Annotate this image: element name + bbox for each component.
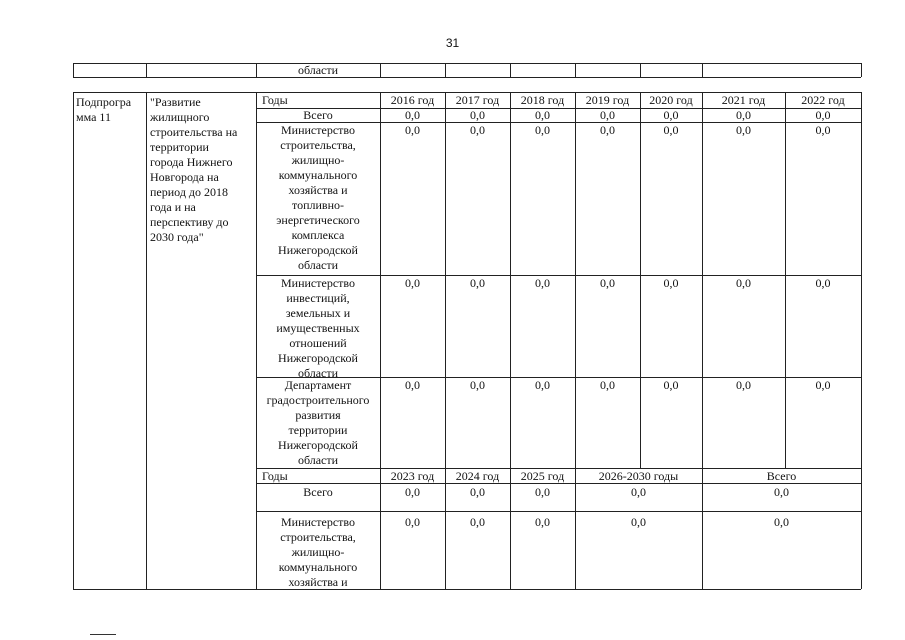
table-border-left <box>73 92 74 589</box>
department-name: хозяйства и <box>288 183 348 197</box>
column-line <box>146 92 147 589</box>
program-title: период до 2018 <box>150 185 229 199</box>
value-cell: 0,0 <box>405 123 420 137</box>
column-line <box>380 63 381 77</box>
value-cell: 0,0 <box>736 378 751 392</box>
value-cell: 0,0 <box>663 378 679 392</box>
department-name: области <box>297 366 339 380</box>
department-name: отношений <box>289 336 347 350</box>
value-cell: 0,0 <box>535 378 550 392</box>
value-cell: 0,0 <box>631 515 646 529</box>
year-header: 2019 год <box>585 93 630 107</box>
department-name: коммунального <box>278 168 358 182</box>
value-cell: 0,0 <box>815 378 831 392</box>
department-name: Министерство <box>281 515 355 529</box>
value-cell: 0,0 <box>470 485 485 499</box>
department-name: инвестиций, <box>286 291 350 305</box>
value-cell: 0,0 <box>600 276 615 290</box>
year-header: 2017 год <box>455 93 500 107</box>
total-label: Всего <box>303 485 333 499</box>
value-cell: 0,0 <box>535 123 550 137</box>
column-line <box>702 63 703 77</box>
value-cell: 0,0 <box>631 485 646 499</box>
department-name: территории <box>288 423 348 437</box>
value-cell: 0,0 <box>600 108 615 122</box>
department-name: строительства, <box>280 530 356 544</box>
top-row-border <box>73 77 861 78</box>
table-border-right <box>861 92 862 589</box>
value-cell: 0,0 <box>600 378 615 392</box>
program-title: года и на <box>150 200 196 214</box>
row-line <box>256 511 861 512</box>
year-header: 2020 год <box>649 93 693 107</box>
program-label: мма 11 <box>76 110 111 124</box>
page-number: 31 <box>445 36 460 50</box>
value-cell: 0,0 <box>535 515 550 529</box>
department-name: топливно- <box>291 198 344 212</box>
year-header: 2025 год <box>520 469 565 483</box>
value-cell: 0,0 <box>736 108 751 122</box>
value-cell: 0,0 <box>815 108 831 122</box>
value-cell: 0,0 <box>663 123 679 137</box>
column-line <box>640 63 641 77</box>
program-title: перспективу до <box>150 215 229 229</box>
footer-mark <box>90 634 116 635</box>
department-name: коммунального <box>278 560 358 574</box>
total-label: Всего <box>303 108 333 122</box>
value-cell: 0,0 <box>470 515 485 529</box>
department-name: земельных и <box>285 306 351 320</box>
year-header: 2024 год <box>455 469 500 483</box>
department-name: развития <box>295 408 341 422</box>
department-name: энергетического <box>276 213 360 227</box>
department-name: градостроительного <box>266 393 370 407</box>
department-name: Департамент <box>284 378 352 392</box>
value-cell: 0,0 <box>774 515 789 529</box>
column-line <box>146 63 147 77</box>
program-title: территории <box>150 140 209 154</box>
value-cell: 0,0 <box>736 276 751 290</box>
value-cell: 0,0 <box>405 276 420 290</box>
column-line <box>445 63 446 77</box>
department-name: Нижегородской <box>278 243 358 257</box>
department-name: строительства, <box>280 138 356 152</box>
program-title: 2030 года" <box>150 230 204 244</box>
value-cell: 0,0 <box>405 378 420 392</box>
year-header: 2021 год <box>721 93 766 107</box>
department-name: Министерство <box>281 276 355 290</box>
value-cell: 0,0 <box>405 515 420 529</box>
program-label: Подпрогра <box>76 95 132 109</box>
value-cell: 0,0 <box>405 485 420 499</box>
department-name: Министерство <box>281 123 355 137</box>
column-line <box>73 63 74 77</box>
value-cell: 0,0 <box>470 378 485 392</box>
program-title: строительства на <box>150 125 238 139</box>
program-title: жилищного <box>150 110 210 124</box>
years-header: Годы <box>262 93 288 107</box>
department-name: комплекса <box>291 228 345 242</box>
department-name: области <box>297 258 339 272</box>
table-top-border <box>73 63 861 64</box>
department-name: Нижегородской <box>278 351 358 365</box>
value-cell: 0,0 <box>470 108 485 122</box>
value-cell: 0,0 <box>774 485 789 499</box>
value-cell: 0,0 <box>535 108 550 122</box>
program-title: "Развитие <box>150 95 201 109</box>
value-cell: 0,0 <box>470 276 485 290</box>
value-cell: 0,0 <box>736 123 751 137</box>
value-cell: 0,0 <box>663 108 679 122</box>
value-cell: 0,0 <box>663 276 679 290</box>
value-cell: 0,0 <box>815 123 831 137</box>
value-cell: 0,0 <box>815 276 831 290</box>
value-cell: 0,0 <box>405 108 420 122</box>
year-header: 2018 год <box>520 93 565 107</box>
department-name: жилищно- <box>291 153 345 167</box>
value-cell: 0,0 <box>470 123 485 137</box>
department-name: хозяйства и <box>288 575 348 589</box>
value-cell: 0,0 <box>535 276 550 290</box>
program-title: Новгорода на <box>150 170 219 184</box>
years-header: Годы <box>262 469 288 483</box>
year-header: 2016 год <box>390 93 435 107</box>
value-cell: 0,0 <box>535 485 550 499</box>
top-row-cell: области <box>297 63 339 77</box>
table-border-bottom <box>73 589 861 590</box>
department-name: Нижегородской <box>278 438 358 452</box>
program-title: города Нижнего <box>150 155 233 169</box>
department-name: жилищно- <box>291 545 345 559</box>
value-cell: 0,0 <box>600 123 615 137</box>
column-line <box>861 63 862 77</box>
year-header: Всего <box>766 469 797 483</box>
department-name: области <box>297 453 339 467</box>
year-header: 2023 год <box>390 469 435 483</box>
department-name: имущественных <box>276 321 360 335</box>
year-header: 2026-2030 годы <box>598 469 679 483</box>
column-line <box>575 63 576 77</box>
column-line <box>510 63 511 77</box>
year-header: 2022 год <box>801 93 845 107</box>
